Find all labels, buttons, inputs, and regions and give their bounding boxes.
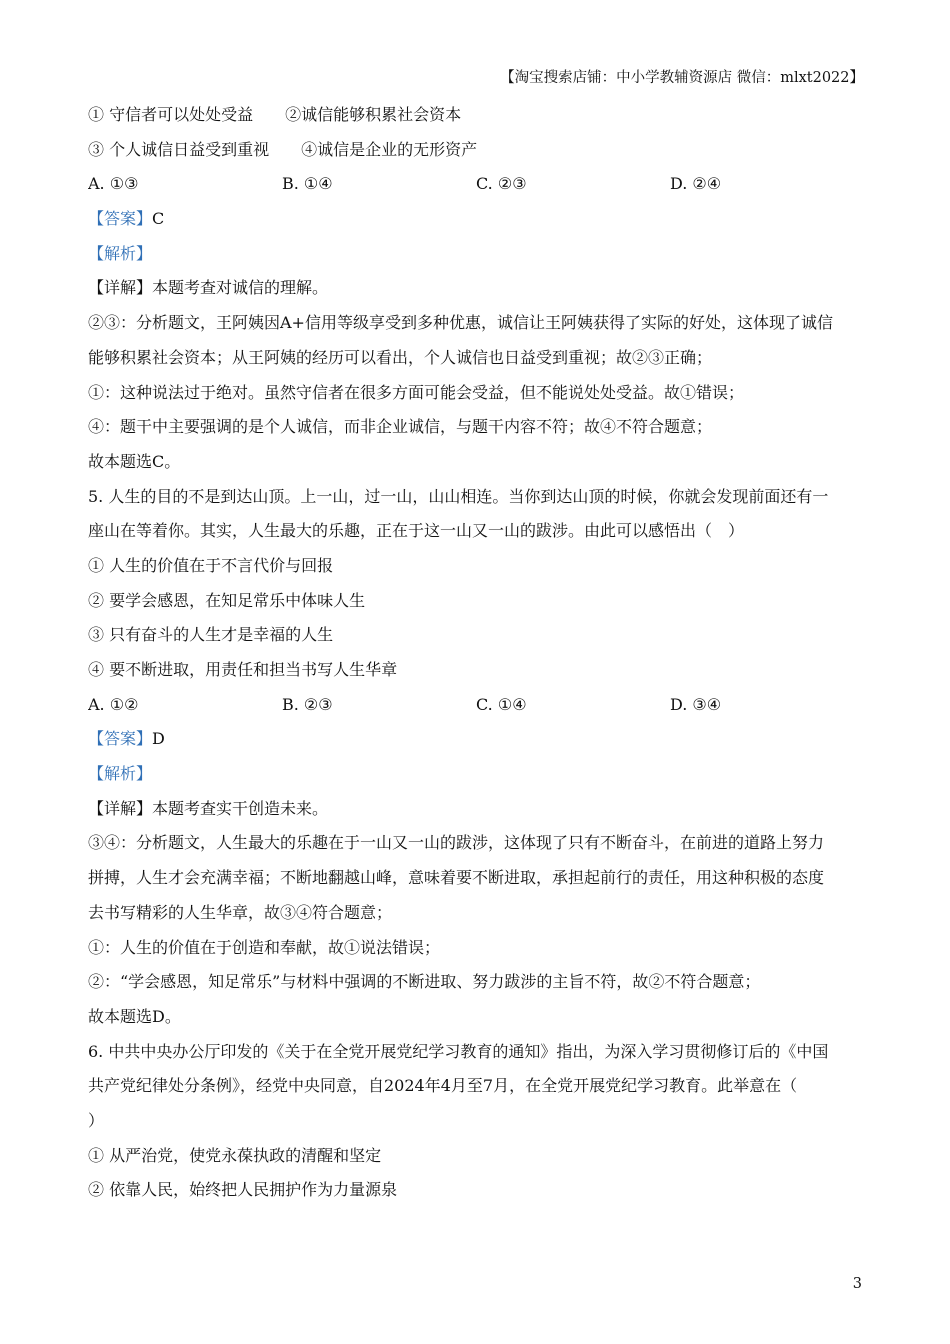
- q4-analysis-tag: 【解析】: [88, 243, 153, 263]
- q5-option-d: D. ③④: [670, 694, 722, 714]
- page-number: 3: [852, 1276, 862, 1292]
- q5-statement: ④ 要不断进取，用责任和担当书写人生华章: [88, 660, 398, 679]
- header-note: 【淘宝搜索店铺：中小学教辅资源店 微信：mlxt2022】: [500, 70, 864, 86]
- q4-option-c: C. ②③: [476, 174, 527, 194]
- q4-detail-line: 【详解】本题考查对诚信的理解。: [88, 278, 329, 298]
- q5-detail-line: ②：“学会感恩，知足常乐”与材料中强调的不断进取、努力跋涉的主旨不符，故②不符合题意；: [88, 972, 761, 992]
- q6-stem-line-3: ）: [88, 1110, 105, 1130]
- q6-stem-line-2: 共产党纪律处分条例》，经党中央同意，自2024年4月至7月，在全党开展党纪学习教育。此举意在（: [88, 1076, 798, 1096]
- q5-answer: [88, 722, 864, 757]
- q4-detail-line: ①：这种说法过于绝对。虽然守信者在很多方面可能会受益，但不能说处处受益。故①错误；: [88, 382, 745, 402]
- q5-option-c: C. ①④: [476, 694, 527, 714]
- q4-statement-line-1: ① 守信者可以处处受益 ②诚信能够积累社会资本: [88, 105, 462, 124]
- q6-statement: ① 从严治党，使党永葆执政的清醒和坚定: [88, 1145, 382, 1165]
- q5-analysis-tag: 【解析】: [88, 764, 153, 784]
- q4-detail-line: 故本题选C。: [88, 451, 181, 471]
- q5-detail-line: 拼搏，人生才会充满幸福；不断地翻越山峰，意味着要不断进取，承担起前行的责任，用这种积极的态度: [88, 868, 825, 888]
- q4-detail-line: 能够积累社会资本；从王阿姨的经历可以看出，个人诚信也日益受到重视；故②③正确；: [88, 347, 713, 367]
- q4-option-b: B. ①④: [282, 174, 333, 194]
- q4-options: [88, 167, 864, 202]
- q4-answer: [88, 202, 864, 237]
- q5-stem-line-2: 座山在等着你。其实，人生最大的乐趣，正在于这一山又一山的跋涉。由此可以感悟出（ ）: [88, 521, 745, 541]
- q4-answer-tag: 【答案】: [88, 209, 153, 229]
- q4-option-d: D. ②④: [670, 174, 722, 194]
- q5-answer-tag: 【答案】: [88, 729, 153, 749]
- q5-statement: ③ 只有奋斗的人生才是幸福的人生: [88, 625, 334, 645]
- q5-option-b: B. ②③: [282, 694, 333, 714]
- q5-answer-value: D: [152, 729, 165, 749]
- q4-option-a: A. ①③: [88, 174, 139, 194]
- q5-option-a: A. ①②: [88, 694, 139, 714]
- q4-answer-value: C: [152, 209, 165, 229]
- q5-detail-line: ①：人生的价值在于创造和奉献，故①说法错误；: [88, 937, 441, 957]
- q5-statement: ① 人生的价值在于不言代价与回报: [88, 555, 334, 575]
- q5-detail-line: 去书写精彩的人生华章，故③④符合题意；: [88, 902, 393, 922]
- q4-detail-line: ②③：分析题文，王阿姨因A+信用等级享受到多种优惠，诚信让王阿姨获得了实际的好处，这体现了诚信: [88, 313, 833, 333]
- q5-detail-line: ③④：分析题文，人生最大的乐趣在于一山又一山的跋涉，这体现了只有不断奋斗，在前进的道路上努力: [88, 833, 825, 853]
- document-body: [88, 98, 864, 1208]
- q4-detail-line: ④：题干中主要强调的是个人诚信，而非企业诚信，与题干内容不符；故④不符合题意；: [88, 417, 713, 437]
- q5-detail-line: 【详解】本题考查实干创造未来。: [88, 798, 329, 818]
- q6-statement: ② 依靠人民，始终把人民拥护作为力量源泉: [88, 1180, 398, 1200]
- q6-stem-line-1: 6. 中共中央办公厅印发的《关于在全党开展党纪学习教育的通知》指出，为深入学习贯彻修订后的《中国: [88, 1041, 829, 1061]
- q4-statement-line-2: ③ 个人诚信日益受到重视 ④诚信是企业的无形资产: [88, 139, 478, 159]
- q5-detail-line: 故本题选D。: [88, 1006, 181, 1026]
- q5-options: [88, 688, 864, 723]
- q5-statement: ② 要学会感恩，在知足常乐中体味人生: [88, 590, 366, 610]
- q5-stem-line-1: 5. 人生的目的不是到达山顶。上一山，过一山，山山相连。当你到达山顶的时候，你就会发现前面还有一: [88, 486, 829, 506]
